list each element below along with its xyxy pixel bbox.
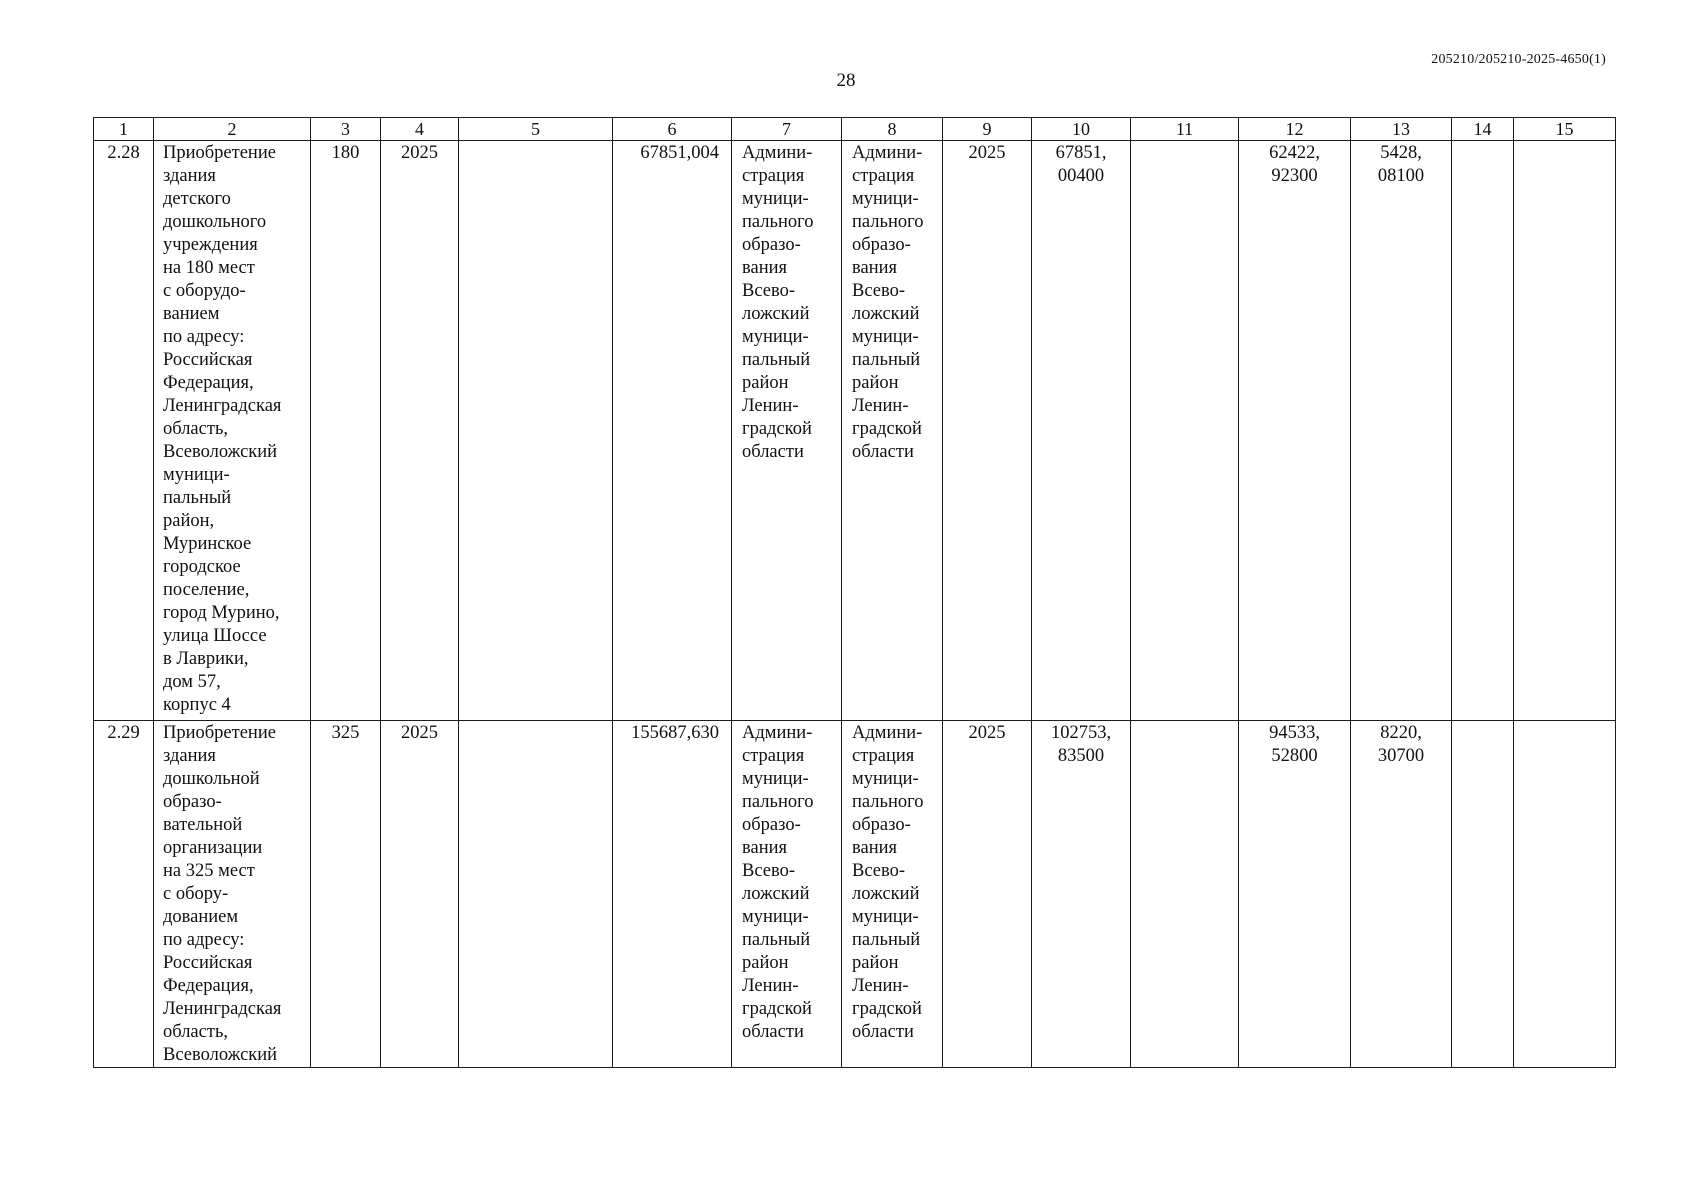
cell-text-line: Ленинградская — [163, 396, 282, 416]
total-cost-cell: 155687,630 — [613, 721, 732, 1068]
column-header: 11 — [1131, 118, 1239, 141]
cell-text-line: пального — [852, 792, 924, 812]
cell-text-line: вания — [742, 258, 788, 278]
cell-text-line: Админи- — [852, 143, 923, 163]
cell-text-line: области — [852, 442, 914, 462]
cell-text-line: 30700 — [1377, 746, 1425, 766]
cell-text-line: район, — [163, 511, 215, 531]
cell-text-line: пальный — [742, 930, 811, 950]
finance-year-cell: 2025 — [943, 141, 1032, 721]
cell-text-line: 62422, — [1269, 143, 1320, 163]
cell-text-line: Админи- — [742, 143, 813, 163]
cell-text-line: вания — [742, 838, 788, 858]
finance-total-cell — [1032, 141, 1131, 721]
cell-text-line: муници- — [852, 907, 919, 927]
empty-cell — [1131, 141, 1239, 721]
table-row — [94, 141, 1616, 721]
page-number: 28 — [836, 70, 856, 91]
cell-text-line: по адресу: — [163, 930, 245, 950]
capacity-cell: 325 — [311, 721, 381, 1068]
cell-text-line: с обору- — [163, 884, 229, 904]
regional-budget-cell — [1239, 141, 1351, 721]
empty-cell — [1452, 141, 1514, 721]
cell-text-line: Федерация, — [163, 976, 254, 996]
data-table — [93, 117, 1616, 1068]
year-cell: 2025 — [381, 141, 459, 721]
cell-text-line: на 180 мест — [163, 258, 255, 278]
cell-text-line: области — [852, 1022, 914, 1042]
column-number-header-row — [94, 118, 1616, 141]
cell-text-line: 8220, — [1380, 723, 1422, 743]
cell-text-line: пальный — [852, 930, 921, 950]
cell-text-line: страция — [852, 166, 915, 186]
local-budget-cell — [1351, 141, 1452, 721]
cell-text-line: образо- — [163, 792, 222, 812]
cell-text-line: Федерация, — [163, 373, 254, 393]
cell-text-line: муници- — [852, 769, 919, 789]
cell-text-line: область, — [163, 419, 229, 439]
cell-text-line: Ленинградская — [163, 999, 282, 1019]
cell-text-line: детского — [163, 189, 231, 209]
cell-text-line: градской — [742, 999, 812, 1019]
column-header: 3 — [311, 118, 381, 141]
cell-text-line: муници- — [742, 327, 809, 347]
customer-org-cell — [732, 141, 842, 721]
cell-text-line: по адресу: — [163, 327, 245, 347]
cell-text-line: вания — [852, 838, 898, 858]
cell-text-line: 5428, — [1380, 143, 1422, 163]
cell-text-line: Ленин- — [742, 396, 799, 416]
cell-text-line: 94533, — [1269, 723, 1320, 743]
cell-text-line: организации — [163, 838, 263, 858]
column-header: 14 — [1452, 118, 1514, 141]
cell-text-line: муници- — [852, 327, 919, 347]
empty-cell — [1131, 721, 1239, 1068]
cell-text-line: 67851, — [1055, 143, 1107, 163]
empty-cell — [1514, 721, 1616, 1068]
column-header: 2 — [154, 118, 311, 141]
customer-org-cell — [732, 721, 842, 1068]
empty-cell — [1514, 141, 1616, 721]
cell-text-line: области — [742, 1022, 804, 1042]
cell-text-line: дошкольного — [163, 212, 267, 232]
document-id: 205210/205210-2025-4650(1) — [1431, 52, 1606, 67]
cell-text-line: район — [742, 373, 789, 393]
cell-text-line: Ленин- — [742, 976, 799, 996]
year-cell: 2025 — [381, 721, 459, 1068]
cell-text-line: область, — [163, 1022, 229, 1042]
cell-text-line: Всево- — [852, 861, 906, 881]
column-header: 5 — [459, 118, 613, 141]
empty-cell — [459, 721, 613, 1068]
cell-text-line: муници- — [852, 189, 919, 209]
cell-text-line: 83500 — [1057, 746, 1105, 766]
cell-text-line: район — [852, 373, 899, 393]
cell-text-line: поселение, — [163, 580, 250, 600]
cell-text-line: пального — [742, 792, 814, 812]
cell-text-line: пальный — [163, 488, 232, 508]
cell-text-line: ложский — [742, 304, 810, 324]
cell-text-line: Всево- — [742, 861, 796, 881]
cell-text-line: 00400 — [1057, 166, 1105, 186]
cell-text-line: 08100 — [1377, 166, 1425, 186]
empty-cell — [459, 141, 613, 721]
cell-text-line: Всеволожский — [163, 1045, 278, 1065]
column-header: 8 — [842, 118, 943, 141]
cell-text-line: пальный — [852, 350, 921, 370]
cell-text-line: ванием — [163, 304, 220, 324]
cell-text-line: Приобретение — [163, 143, 276, 163]
cell-text-line: муници- — [163, 465, 230, 485]
cell-text-line: район — [742, 953, 789, 973]
cell-text-line: Всеволожский — [163, 442, 278, 462]
cell-text-line: пальный — [742, 350, 811, 370]
cell-text-line: области — [742, 442, 804, 462]
cell-text-line: в Лаврики, — [163, 649, 249, 669]
column-header: 7 — [732, 118, 842, 141]
cell-text-line: Админи- — [852, 723, 923, 743]
cell-text-line: Российская — [163, 953, 253, 973]
cell-text-line: Муринское — [163, 534, 252, 554]
item-number-cell: 2.28 — [94, 141, 154, 721]
cell-text-line: городское — [163, 557, 241, 577]
cell-text-line: корпус 4 — [163, 695, 231, 715]
finance-year-cell: 2025 — [943, 721, 1032, 1068]
column-header: 10 — [1032, 118, 1131, 141]
cell-text-line: с оборудо- — [163, 281, 246, 301]
cell-text-line: градской — [852, 999, 922, 1019]
cell-text-line: Ленин- — [852, 976, 909, 996]
cell-text-line: Приобретение — [163, 723, 276, 743]
cell-text-line: градской — [742, 419, 812, 439]
executor-org-cell — [842, 141, 943, 721]
cell-text-line: улица Шоссе — [163, 626, 267, 646]
cell-text-line: на 325 мест — [163, 861, 255, 881]
cell-text-line: Всево- — [852, 281, 906, 301]
cell-text-line: пального — [742, 212, 814, 232]
cell-text-line: образо- — [742, 815, 801, 835]
cell-text-line: учреждения — [163, 235, 258, 255]
cell-text-line: здания — [163, 166, 216, 186]
table-row — [94, 721, 1616, 1068]
column-header: 9 — [943, 118, 1032, 141]
cell-text-line: Всево- — [742, 281, 796, 301]
item-name-cell — [154, 721, 311, 1068]
column-header: 15 — [1514, 118, 1616, 141]
column-header: 1 — [94, 118, 154, 141]
capacity-cell: 180 — [311, 141, 381, 721]
cell-text-line: 52800 — [1271, 746, 1318, 766]
cell-text-line: Российская — [163, 350, 253, 370]
cell-text-line: здания — [163, 746, 216, 766]
cell-text-line: город Мурино, — [163, 603, 280, 623]
item-name-cell — [154, 141, 311, 721]
cell-text-line: дом 57, — [163, 672, 221, 692]
cell-text-line: 102753, — [1050, 723, 1112, 743]
cell-text-line: образо- — [852, 815, 911, 835]
executor-org-cell — [842, 721, 943, 1068]
column-header: 12 — [1239, 118, 1351, 141]
total-cost-cell: 67851,004 — [613, 141, 732, 721]
cell-text-line: ложский — [742, 884, 810, 904]
cell-text-line: Ленин- — [852, 396, 909, 416]
cell-text-line: ложский — [852, 304, 920, 324]
cell-text-line: муници- — [742, 769, 809, 789]
regional-budget-cell — [1239, 721, 1351, 1068]
cell-text-line: 92300 — [1271, 166, 1318, 186]
cell-text-line: дованием — [163, 907, 239, 927]
cell-text-line: дошкольной — [163, 769, 260, 789]
cell-text-line: район — [852, 953, 899, 973]
finance-total-cell — [1032, 721, 1131, 1068]
cell-text-line: страция — [742, 746, 805, 766]
column-header: 13 — [1351, 118, 1452, 141]
cell-text-line: Админи- — [742, 723, 813, 743]
column-header: 4 — [381, 118, 459, 141]
cell-text-line: страция — [742, 166, 805, 186]
empty-cell — [1452, 721, 1514, 1068]
cell-text-line: ложский — [852, 884, 920, 904]
local-budget-cell — [1351, 721, 1452, 1068]
cell-text-line: вательной — [163, 815, 243, 835]
cell-text-line: градской — [852, 419, 922, 439]
cell-text-line: муници- — [742, 907, 809, 927]
cell-text-line: муници- — [742, 189, 809, 209]
cell-text-line: образо- — [852, 235, 911, 255]
cell-text-line: страция — [852, 746, 915, 766]
cell-text-line: пального — [852, 212, 924, 232]
item-number-cell: 2.29 — [94, 721, 154, 1068]
cell-text-line: вания — [852, 258, 898, 278]
cell-text-line: образо- — [742, 235, 801, 255]
column-header: 6 — [613, 118, 732, 141]
